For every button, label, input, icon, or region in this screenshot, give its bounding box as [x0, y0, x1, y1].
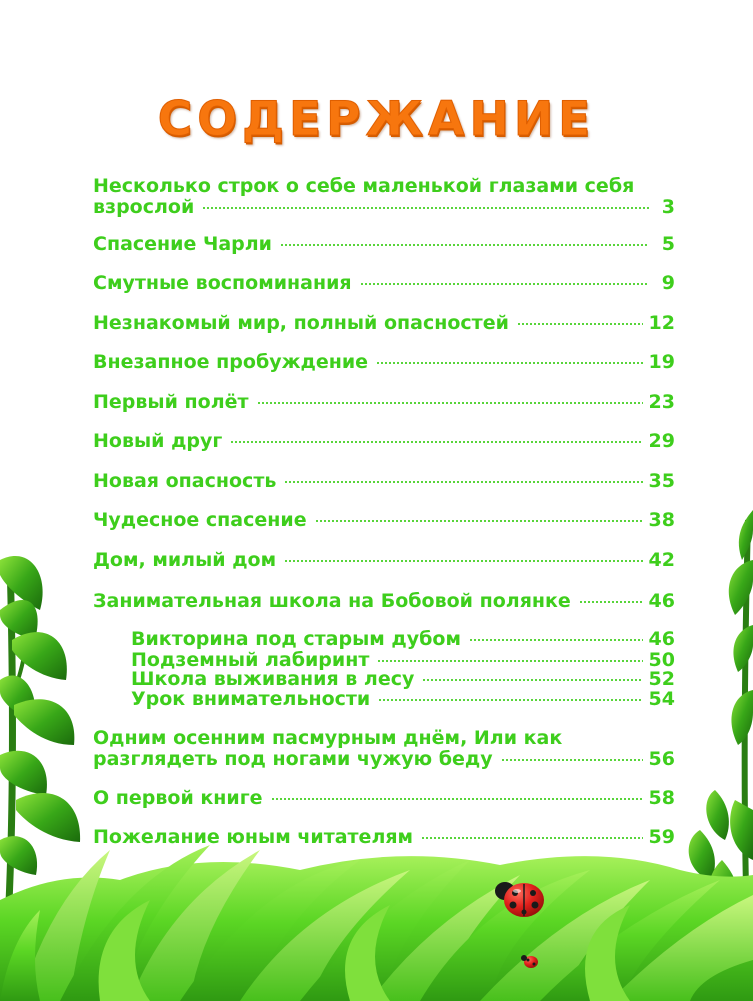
toc-entry-title: Незнакомый мир, полный опасностей — [93, 312, 509, 334]
toc-entry-page: 54 — [648, 688, 675, 710]
toc-entry[interactable] — [93, 352, 675, 373]
toc-entry-title: Внезапное пробуждение — [93, 351, 369, 373]
toc-entry[interactable] — [93, 788, 675, 809]
toc-entry-title: Чудесное спасение — [93, 509, 307, 531]
toc-entry[interactable] — [93, 313, 675, 334]
toc-entry-title: Урок внимательности — [131, 688, 371, 710]
toc-entry[interactable] — [93, 273, 675, 294]
dot-leader — [360, 282, 649, 286]
dot-leader — [378, 698, 642, 702]
toc-entry-page: 12 — [648, 312, 675, 334]
toc-entry-title: Школа выживания в лесу — [131, 668, 415, 690]
toc-entry-title: Занимательная школа на Бобовой полянке — [93, 590, 571, 612]
toc-entry[interactable] — [93, 591, 675, 612]
dot-leader — [421, 836, 642, 840]
dot-leader — [422, 678, 642, 682]
toc-entry-page: 19 — [648, 351, 675, 373]
toc-entry-page: 58 — [648, 787, 675, 809]
toc-entry-title: Смутные воспоминания — [93, 272, 352, 294]
dot-leader — [579, 600, 643, 604]
toc-entry[interactable] — [93, 471, 675, 492]
toc-entry-page: 9 — [661, 272, 675, 294]
toc-entry-page: 52 — [648, 668, 675, 690]
toc-entry[interactable] — [93, 510, 675, 531]
dot-leader — [469, 638, 643, 642]
dot-leader — [271, 797, 643, 801]
toc-entry[interactable] — [93, 234, 675, 255]
toc-subentry[interactable] — [131, 629, 675, 650]
toc-entry-page: 46 — [648, 590, 675, 612]
toc-entry-page: 5 — [661, 233, 675, 255]
toc-entry-page: 56 — [648, 748, 675, 770]
toc-entry-title: Первый полёт — [93, 391, 249, 413]
dot-leader — [202, 206, 649, 210]
toc-entry-page: 38 — [648, 509, 675, 531]
toc-entry-page: 50 — [648, 649, 675, 671]
toc-entry-title: Викторина под старым дубом — [131, 628, 461, 650]
toc-entry-title: Пожелание юным читателям — [93, 826, 414, 848]
toc-entry-title-line: Одним осенним пасмурным днём, Или как — [93, 727, 563, 749]
toc-entry[interactable] — [93, 392, 675, 413]
dot-leader — [284, 480, 642, 484]
toc-entry-page: 23 — [648, 391, 675, 413]
toc-entry[interactable] — [93, 827, 675, 848]
dot-leader — [280, 243, 649, 247]
toc-entry-title: Новый друг — [93, 430, 223, 452]
toc-entry-title: разглядеть под ногами чужую беду — [93, 748, 493, 770]
toc-entry[interactable] — [93, 728, 675, 770]
toc-subentry[interactable] — [131, 669, 675, 690]
dot-leader — [230, 440, 642, 444]
toc-subentry[interactable] — [131, 689, 675, 710]
toc-entry[interactable] — [93, 176, 675, 218]
dot-leader — [376, 361, 642, 365]
toc-entry-page: 59 — [648, 826, 675, 848]
toc-entry-title-line: Несколько строк о себе маленькой глазами себя — [93, 175, 635, 197]
toc-entry[interactable] — [93, 550, 675, 571]
toc-entry-title: взрослой — [93, 196, 195, 218]
dot-leader — [284, 559, 642, 563]
dot-leader — [257, 401, 643, 405]
toc-entry-title: О первой книге — [93, 787, 263, 809]
dot-leader — [377, 659, 642, 663]
dot-leader — [517, 322, 643, 326]
dot-leader — [315, 519, 643, 523]
toc-entry-title: Подземный лабиринт — [131, 649, 370, 671]
page-title: СОДЕРЖАНИЕ — [157, 92, 596, 147]
dot-leader — [501, 758, 643, 762]
toc-entry-page: 42 — [648, 549, 675, 571]
toc-entry[interactable] — [93, 431, 675, 452]
toc-entry-page: 46 — [648, 628, 675, 650]
toc-entry-page: 29 — [648, 430, 675, 452]
toc-entry-title: Новая опасность — [93, 470, 277, 492]
toc-entry-page: 35 — [648, 470, 675, 492]
toc-entry-page: 3 — [661, 196, 675, 218]
toc-entry-title: Дом, милый дом — [93, 549, 277, 571]
toc-entry-title: Спасение Чарли — [93, 233, 272, 255]
